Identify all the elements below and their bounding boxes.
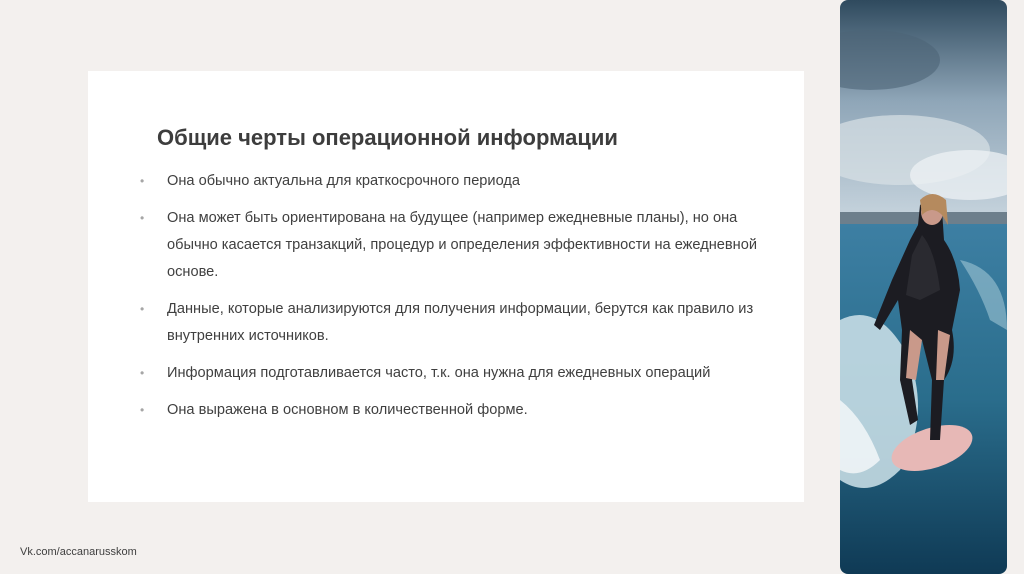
bullet-list [140, 168, 760, 434]
footer-source-link[interactable]: Vk.com/accanarusskom [20, 546, 137, 558]
slide-title: Общие черты операционной информации [157, 125, 618, 150]
bullet-text: Она может быть ориентирована на будущее (например ежедневные планы), но она обычно касается транзакций, процедур и определения эффективности на ежедневной основе. [167, 210, 757, 280]
bullet-icon: • [140, 302, 145, 316]
bullet-item [140, 296, 760, 350]
bullet-item [140, 168, 760, 195]
bullet-icon: • [140, 403, 145, 417]
surfer-photo [840, 0, 1007, 574]
bullet-item [140, 397, 760, 424]
bullet-icon: • [140, 211, 145, 225]
bullet-text: Она обычно актуальна для краткосрочного периода [167, 173, 521, 189]
bullet-item [140, 205, 760, 286]
bullet-icon: • [140, 366, 145, 380]
bullet-text: Данные, которые анализируются для получения информации, берутся как правило из внутренних источников. [167, 301, 754, 344]
bullet-icon: • [140, 174, 145, 188]
bullet-text: Информация подготавливается часто, т.к. она нужна для ежедневных операций [167, 365, 711, 381]
bullet-item [140, 360, 760, 387]
bullet-text: Она выражена в основном в количественной форме. [167, 402, 528, 418]
